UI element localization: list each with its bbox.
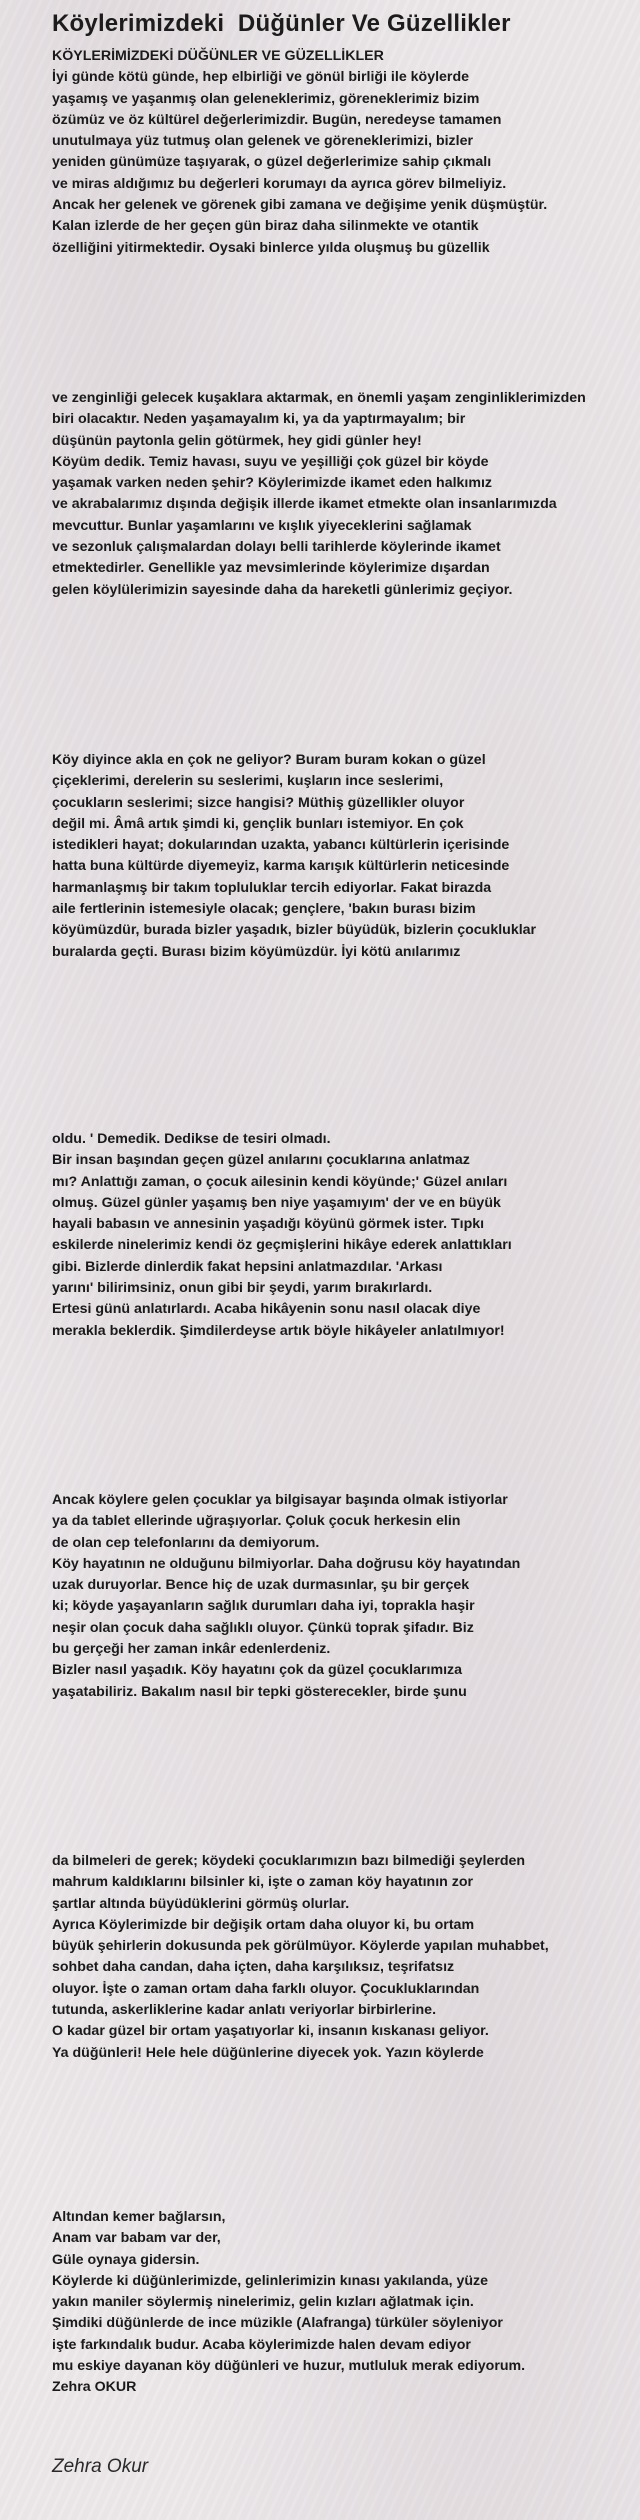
text-line: Kalan izlerde de her geçen gün biraz daha silinmekte ve otantik <box>52 218 479 235</box>
text-line: olmuş. Güzel günler yaşamış ben niye yaşamıyım' der ve en büyük <box>52 1194 501 1211</box>
section-heading: KÖYLERİMİZDEKİ DÜĞÜNLER VE GÜZELLİKLER <box>52 48 384 64</box>
text-line: aile fertlerinin istemesiyle olacak; gençlere, 'bakın burası bizim <box>52 901 476 918</box>
text-line: etmektedirler. Genellikle yaz mevsimlerinde köylerimize dışardan <box>52 560 490 577</box>
text-line: ki; köyde yaşayanların sağlık durumları daha iyi, toprakla haşir <box>52 1598 475 1615</box>
text-line: sohbet daha candan, daha içten, daha karşılıksız, teşrifatsız <box>52 1959 455 1976</box>
text-line: şartlar altında büyüdüklerini görmüş olurlar. <box>52 1895 350 1912</box>
poem-section-7 <box>52 2207 640 2399</box>
text-line: yaşatabiliriz. Bakalım nasıl bir tepki gösterecekler, birde şunu <box>52 1683 467 1700</box>
poem-section-5 <box>52 1490 640 1703</box>
text-line: çiçeklerimi, derelerin su seslerimi, kuşların ince seslerimi, <box>52 773 444 790</box>
text-line: ve miras aldığımız bu değerleri korumayı da ayrıca görev bilmeliyiz. <box>52 175 507 192</box>
text-line: Bizler nasıl yaşadık. Köy hayatını çok da güzel çocuklarımıza <box>52 1662 463 1679</box>
text-line: ve zenginliği gelecek kuşaklara aktarmak, en önemli yaşam zenginliklerimizden <box>52 390 586 406</box>
text-line: İyi günde kötü günde, hep elbirliği ve gönül birliği ile köylerde <box>52 69 470 86</box>
text-line: ve akrabalarımız dışında değişik illerde ikamet etmekte olan insanlarımızda <box>52 496 557 513</box>
text-line: yaşamış ve yaşanmış olan geleneklerimiz, göreneklerimiz bizim <box>52 90 480 107</box>
text-line: yeniden günümüze taşıyarak, o güzel değerlerimize sahip çıkmalı <box>52 154 492 171</box>
text-line: işte farkındalık budur. Acaba köylerimizde halen devam ediyor <box>52 2336 471 2353</box>
signature-line: Zehra OKUR <box>52 2379 137 2396</box>
text-line: özelliğini yitirmektedir. Oysaki binlerce yılda oluşmuş bu güzellik <box>52 239 490 256</box>
text-line: Köy hayatının ne olduğunu bilmiyorlar. Daha doğrusu köy hayatından <box>52 1555 521 1572</box>
text-line: istedikleri hayat; dokularından uzakta, yabancı kültürlerin içerisinde <box>52 837 510 854</box>
author-name: Zehra Okur <box>52 2456 149 2477</box>
poem-section-3 <box>52 750 640 963</box>
text-line: yarını' bilirimsiniz, onun gibi bir şeydi, yarım bırakırlardı. <box>52 1280 433 1297</box>
text-line: Köylerde ki düğünlerimizde, gelinlerimizin kınası yakılanda, yüze <box>52 2272 489 2289</box>
text-line: mı? Anlattığı zaman, o çocuk ailesinin kendi köyünde;' Güzel anıları <box>52 1173 508 1190</box>
text-line: ya da tablet ellerinde uğraşıyorlar. Çoluk çocuk herkesin elin <box>52 1513 461 1530</box>
text-line: harmanlaşmış bir takım topluluklar tercih ediyorlar. Fakat birazda <box>52 879 492 896</box>
text-line: büyük şehirlerin dokusunda pek görülmüyor. Köylerde yapılan muhabbet, <box>52 1938 549 1955</box>
text-line: gelen köylülerimizin sayesinde daha da hareketli günlerimiz geçiyor. <box>52 581 513 598</box>
text-line: biri olacaktır. Neden yaşamayalım ki, ya da yaptırmayalım; bir <box>52 411 466 428</box>
text-line: Güle oynaya gidersin. <box>52 2251 200 2268</box>
text-line: eskilerde ninelerimiz kendi öz geçmişlerini hikâye ederek anlattıkları <box>52 1237 512 1254</box>
text-line: gibi. Bizlerde dinlerdik fakat hepsini anlatmazdılar. 'Arkası <box>52 1258 443 1275</box>
text-line: Ancak her gelenek ve görenek gibi zamana ve değişime yenik düşmüştür. <box>52 197 548 214</box>
poem-section-4 <box>52 1129 640 1342</box>
text-line: Ertesi günü anlatırlardı. Acaba hikâyenin sonu nasıl olacak diye <box>52 1301 481 1318</box>
text-line: merakla beklerdik. Şimdilerdeyse artık böyle hikâyeler anlatılmıyor! <box>52 1322 505 1339</box>
text-line: hayali babasın ve annesinin yaşadığı köyünü görmek ister. Tıpkı <box>52 1216 485 1233</box>
poem-section-6 <box>52 1851 640 2064</box>
text-line: düşünün paytonla gelin götürmek, hey gidi günler hey! <box>52 432 422 449</box>
text-line: Altından kemer bağlarsın, <box>52 2209 226 2225</box>
text-line: ve sezonluk çalışmalardan dolayı belli tarihlerde köylerinde ikamet <box>52 539 501 556</box>
text-line: bu gerçeği her zaman inkâr edenlerdeniz. <box>52 1641 331 1658</box>
text-line: unutulmaya yüz tutmuş olan gelenek ve göreneklerimizi, bizler <box>52 133 474 150</box>
text-line: hatta buna kültürde diyemeyiz, karma karışık kültürlerin neticesinde <box>52 858 510 875</box>
text-line: mu eskiye dayanan köy düğünleri ve huzur, mutluluk merak ediyorum. <box>52 2358 526 2375</box>
text-line: uzak duruyorlar. Bence hiç de uzak durmasınlar, şu bir gerçek <box>52 1577 470 1594</box>
text-line: oluyor. İşte o zaman ortam daha farklı oluyor. Çocukluklarından <box>52 1980 480 1997</box>
text-line: Bir insan başından geçen güzel anılarını çocuklarına anlatmaz <box>52 1152 470 1169</box>
poem-title: Köylerimizdeki Düğünler Ve Güzellikler <box>52 10 511 37</box>
text-line: Ya düğünleri! Hele hele düğünlerine diyecek yok. Yazın köylerde <box>52 2044 484 2061</box>
text-line: köyümüzdür, burada bizler yaşadık, bizler büyüdük, bizlerin çocukluklar <box>52 922 537 939</box>
text-line: Şimdiki düğünlerde de ince müzikle (Alafranga) türküler söyleniyor <box>52 2315 503 2332</box>
text-line: Ancak köylere gelen çocuklar ya bilgisayar başında olmak istiyorlar <box>52 1492 508 1508</box>
text-line: tutunda, askerliklerine kadar anlatı veriyorlar birbirlerine. <box>52 2002 437 2019</box>
text-line: Anam var babam var der, <box>52 2230 221 2247</box>
poem-section-1 <box>52 46 640 259</box>
text-line: de olan cep telefonlarını da demiyorum. <box>52 1534 320 1551</box>
text-line: buralarda geçti. Burası bizim köyümüzdür. İyi kötü anılarımız <box>52 943 461 960</box>
text-line: Ayrıca Köylerimizde bir değişik ortam daha oluyor ki, bu ortam <box>52 1916 475 1933</box>
text-line: mevcuttur. Bunlar yaşamlarını ve kışlık yiyeceklerini sağlamak <box>52 517 472 534</box>
text-line: özümüz ve öz kültürel değerlerimizdir. Bugün, neredeyse tamamen <box>52 111 502 128</box>
text-line: oldu. ' Demedik. Dedikse de tesiri olmadı. <box>52 1131 331 1147</box>
text-line: mahrum kaldıklarını bilsinler ki, işte o zaman köy hayatının zor <box>52 1874 474 1891</box>
text-line: neşir olan çocuk daha sağlıklı oluyor. Çünkü toprak şifadır. Biz <box>52 1619 474 1636</box>
text-line: da bilmeleri de gerek; köydeki çocuklarımızın bazı bilmediği şeylerden <box>52 1853 526 1869</box>
text-line: Köy diyince akla en çok ne geliyor? Buram buram kokan o güzel <box>52 752 486 768</box>
text-line: yakın maniler söylermiş ninelerimiz, gelin kızları ağlatmak için. <box>52 2294 474 2311</box>
text-line: Köyüm dedik. Temiz havası, suyu ve yeşilliği çok güzel bir köyde <box>52 453 489 470</box>
text-line: O kadar güzel bir ortam yaşatıyorlar ki, insanın kıskanası geliyor. <box>52 2023 489 2040</box>
text-line: yaşamak varken neden şehir? Köylerimizde ikamet eden halkımız <box>52 475 493 492</box>
poem-section-2 <box>52 388 640 601</box>
text-line: değil mi. Âmâ artık şimdi ki, gençlik bunları istemiyor. En çok <box>52 815 464 832</box>
text-line: çocukların seslerimi; sizce hangisi? Müthiş güzellikler oluyor <box>52 794 465 811</box>
